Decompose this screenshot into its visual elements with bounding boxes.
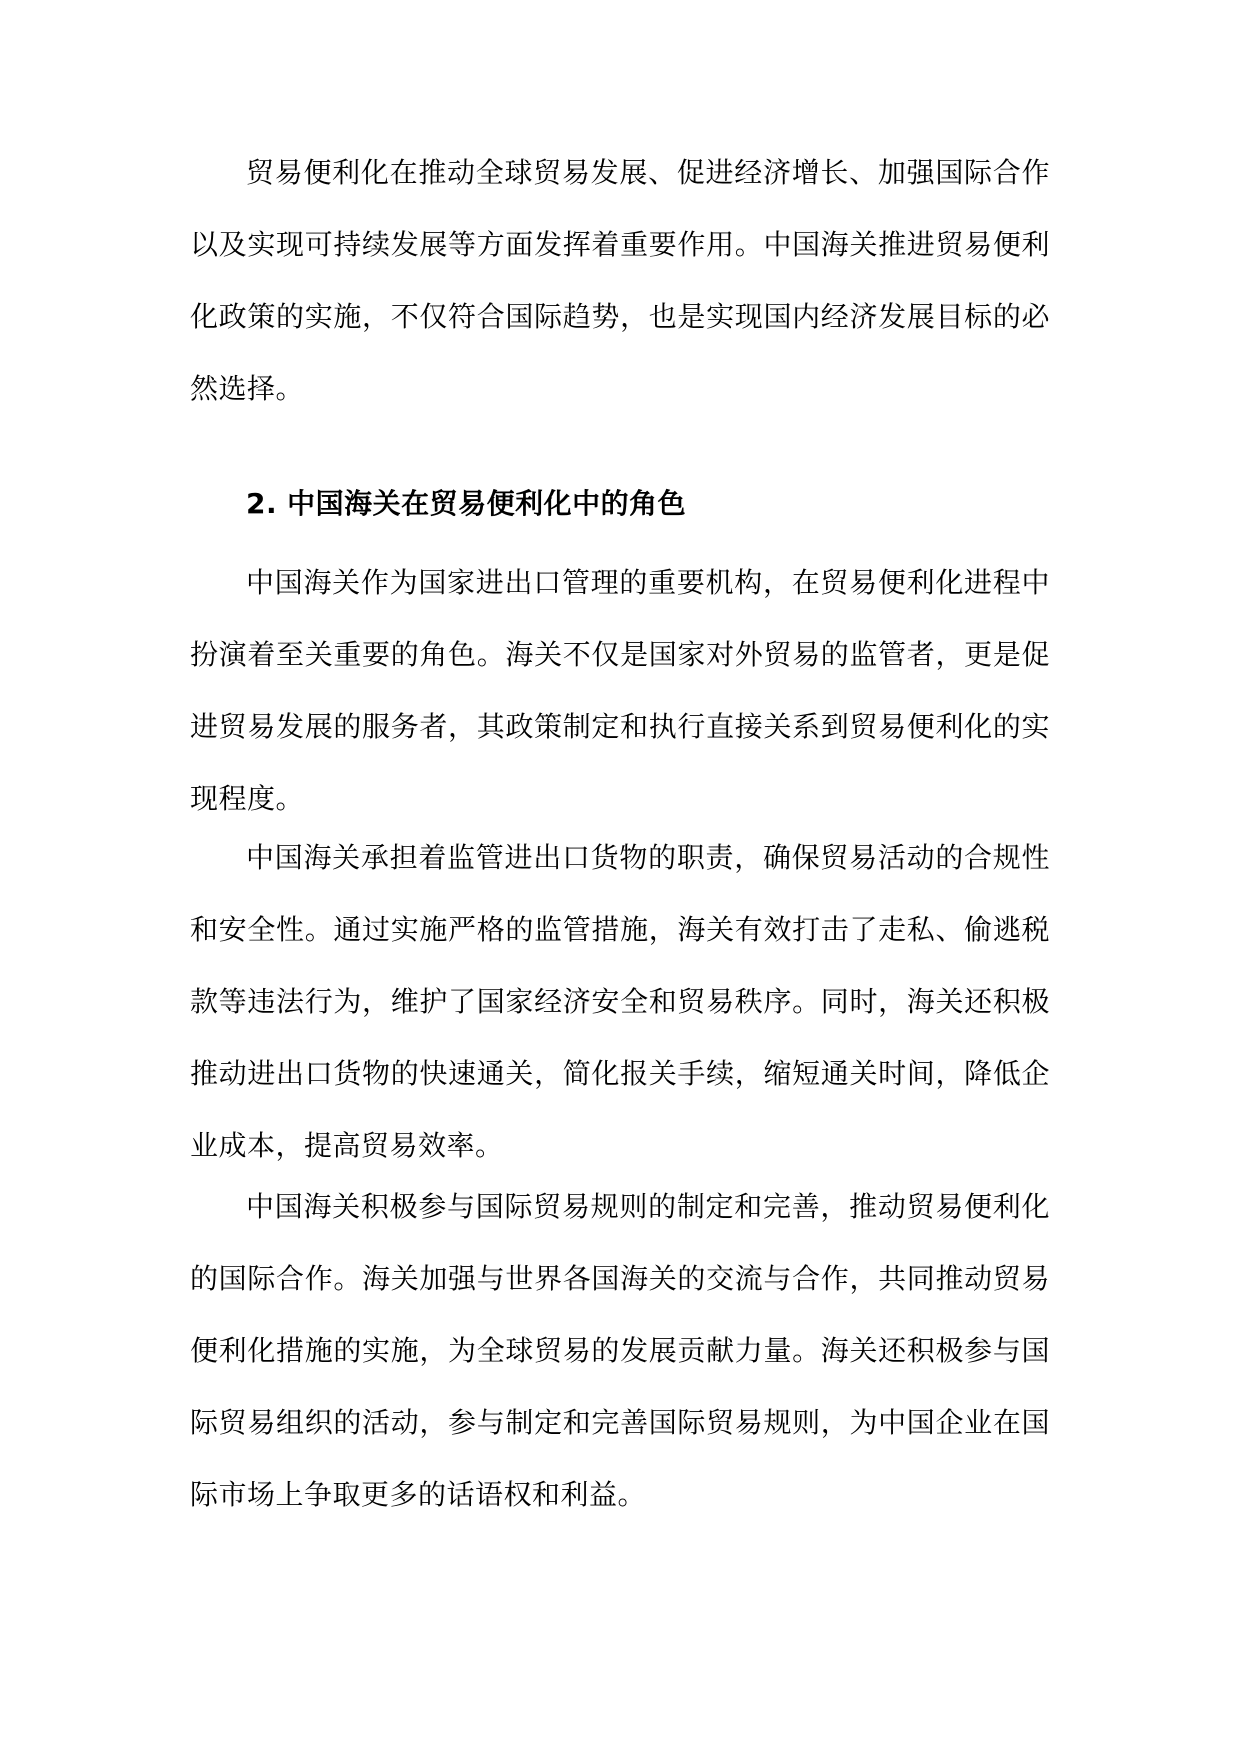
paragraph-customs-supervision: 中国海关承担着监管进出口货物的职责，确保贸易活动的合规性和安全性。通过实施严格的监管措施，海关有效打击了走私、偷逃税款等违法行为，维护了国家经济安全和贸易秩序。同时，海关还积极推动进出口货物的快速通关，简化报关手续，缩短通关时间，降低企业成本，提高贸易效率。 bbox=[190, 841, 1050, 1162]
section-title: 中国海关在贸易便利化中的角色 bbox=[287, 487, 687, 520]
section-number: 2. bbox=[246, 487, 278, 520]
paragraph-customs-role: 中国海关作为国家进出口管理的重要机构，在贸易便利化进程中扮演着至关重要的角色。海关不仅是国家对外贸易的监管者，更是促进贸易发展的服务者，其政策制定和执行直接关系到贸易便利化的实现程度。 bbox=[190, 566, 1050, 815]
section-heading bbox=[246, 476, 1046, 532]
paragraph-international-cooperation: 中国海关积极参与国际贸易规则的制定和完善，推动贸易便利化的国际合作。海关加强与世界各国海关的交流与合作，共同推动贸易便利化措施的实施，为全球贸易的发展贡献力量。海关还积极参与国际贸易组织的活动，参与制定和完善国际贸易规则，为中国企业在国际市场上争取更多的话语权和利益。 bbox=[190, 1190, 1050, 1511]
paragraph-trade-facilitation-importance: 贸易便利化在推动全球贸易发展、促进经济增长、加强国际合作以及实现可持续发展等方面发挥着重要作用。中国海关推进贸易便利化政策的实施，不仅符合国际趋势，也是实现国内经济发展目标的必然选择。 bbox=[190, 156, 1050, 405]
